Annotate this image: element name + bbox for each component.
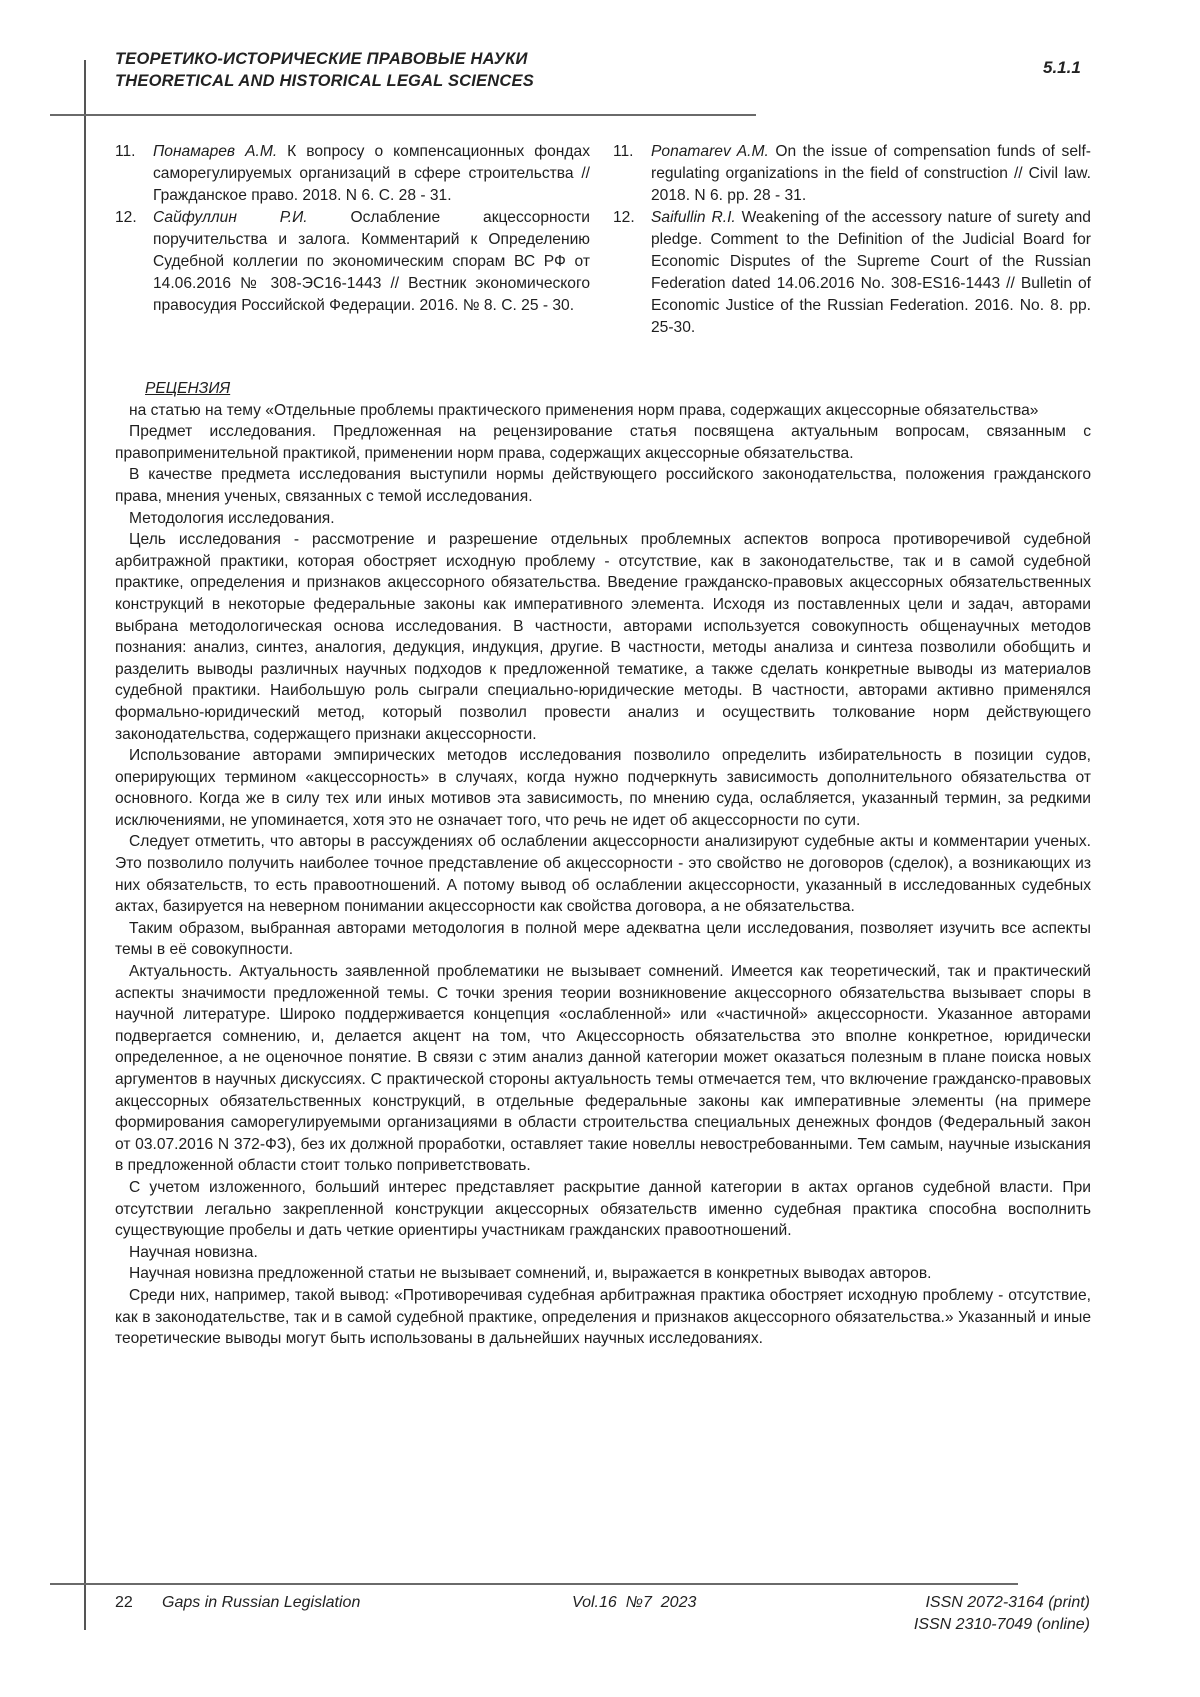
review-paragraph: Следует отметить, что авторы в рассуждениях об ослаблении акцессорности анализируют судебные акты и комментарии ученых. Это позволило получить наиболее точное представление об акцессорности - это свойство не договоров (сделок), а возникающих из них обязательств, то есть правоотношений. А потому вывод об ослаблении акцессорности, указанный в исследованных судебных актах, базируется на неверном понимании акцессорности как свойства договора, а не обязательства. [115, 833, 1091, 916]
reference-item [613, 207, 1091, 339]
review-paragraph: Предмет исследования. Предложенная на рецензирование статья посвящена актуальным вопросам, связанным с правоприменительной практикой, применении норм права, содержащих акцессорные обязательства. [115, 423, 1091, 462]
reference-author: Saifullin R.I. [651, 209, 736, 226]
running-header [115, 48, 534, 92]
header-title-en: THEORETICAL AND HISTORICAL LEGAL SCIENCES [115, 72, 534, 90]
review-paragraph: В качестве предмета исследования выступили нормы действующего российского законодательства, положения гражданского права, мнения ученых, связанных с темой исследования. [115, 466, 1091, 505]
reference-text: Weakening of the accessory nature of surety and pledge. Comment to the Definition of the Judicial Board for Economic Disputes of the Supreme Court of the Russian Federation dated 14.06.2016 No. 308-ES16-1443 // Bulletin of Economic Justice of the Russian Federation. 2016. No. 8. pp. 25-30. [651, 209, 1091, 336]
review-paragraph: на статью на тему «Отдельные проблемы практического применения норм права, содержащих акцессорные обязательства» [129, 401, 1039, 419]
page-number: 22 [115, 1594, 133, 1611]
volume-issue: Vol.16 №7 2023 [572, 1594, 697, 1611]
references-ru [115, 141, 590, 317]
reference-number: 12. [613, 209, 635, 226]
reference-text: К вопросу о компенсационных фондах саморегулируемых организаций в сфере строительства // Гражданское право. 2018. N 6. С. 28 - 31. [153, 143, 590, 204]
reference-text: Ослабление акцессорности поручительства и залога. Комментарий к Определению Судебной коллегии по экономическим спорам ВС РФ от 14.06.2016 № 308-ЭС16-1443 // Вестник экономического правосудия Российской Федерации. 2016. № 8. С. 25 - 30. [153, 209, 590, 314]
review-paragraph: С учетом изложенного, больший интерес представляет раскрытие данной категории в актах органов судебной власти. При отсутствии легально закрепленной конструкции акцессорных обязательств именно судебная практика способна восполнить существующие пробелы и дать четкие ориентиры участникам гражданских правоотношений. [115, 1178, 1091, 1240]
journal-name: Gaps in Russian Legislation [162, 1594, 361, 1611]
reference-item [115, 141, 590, 207]
review-paragraph: Среди них, например, такой вывод: «Противоречивая судебная арбитражная практика обостряет исходную проблему - отсутствие, как в законодательстве, так и в самой судебной практике, определения и признаков акцессорного обязательства.» Указанный и иные теоретические выводы могут быть использованы в дальнейших научных исследованиях. [115, 1286, 1091, 1348]
header-title-ru: ТЕОРЕТИКО-ИСТОРИЧЕСКИЕ ПРАВОВЫЕ НАУКИ [115, 50, 528, 68]
issn-online: ISSN 2310-7049 (online) [913, 1616, 1090, 1633]
reference-number: 11. [613, 143, 634, 160]
reference-author: Ponamarev A.M. [651, 143, 769, 160]
footer-rule [50, 1583, 1018, 1585]
review-paragraph: Научная новизна предложенной статьи не вызывает сомнений, и, выражается в конкретных выводах авторов. [129, 1265, 932, 1283]
review-paragraph: Актуальность. Актуальность заявленной проблематики не вызывает сомнений. Имеется как теоретический, так и практический аспекты значимости предложенной темы. С точки зрения теории возникновение акцессорного обязательства вызывает споры в научной литературе. Широко поддерживается концепция «ослабленной» или «частичной» акцессорности. Указанное авторами подвергается сомнению, и, делается акцент на том, что Акцессорность обязательства это вполне конкретное, юридически определенное, а не оценочное понятие. В связи с этим анализ данной категории может оказаться полезным в плане поиска новых аргументов в научных дискуссиях. С практической стороны актуальность темы отмечается тем, что включение гражданско-правовых акцессорных обязательственных конструкций, в отдельные федеральные законы как императивные элементы (на примере формирования саморегулируемыми организациями в области строительства специальных денежных фондов (Федеральный закон от 03.07.2016 N 372-ФЗ), без их должной проработки, оставляет такие новеллы невостребованными. Тем самым, научные изыскания в предложенной области стоит только поприветствовать. [115, 963, 1091, 1175]
issn-print: ISSN 2072-3164 (print) [925, 1594, 1090, 1611]
reference-text: On the issue of compensation funds of self-regulating organizations in the field of construction // Civil law. 2018. N 6. pp. 28 - 31. [651, 143, 1091, 204]
review-paragraph: Использование авторами эмпирических методов исследования позволило определить избирательность в позиции судов, оперирующих термином «акцессорность» в случаях, когда нужно подчеркнуть зависимость дополнительного обязательства от основного. Когда же в силу тех или иных мотивов эта зависимость, по мнению суда, ослабляется, указанный термин, за редкими исключениями, не упоминается, хотя это не означает того, что речь не идет об акцессорности по сути. [115, 747, 1091, 829]
review-paragraph: Цель исследования - рассмотрение и разрешение отдельных проблемных аспектов вопроса противоречивой судебной арбитражной практики, которая обостряет исходную проблему - отсутствие, как в законодательстве, так и в самой судебной практике, определения и признаков акцессорного обязательства. Введение гражданско-правовых акцессорных обязательственных конструкций в некоторые федеральные законы как императивного элемента. Исходя из поставленных цели и задач, авторами выбрана методологическая основа исследования. В частности, авторами используется совокупность общенаучных методов познания: анализ, синтез, аналогия, дедукция, индукция, другие. В частности, методы анализа и синтеза позволили обобщить и разделить выводы различных научных подходов к предложенной тематике, а также сделать конкретные выводы из материалов судебной практики. Наибольшую роль сыграли специально-юридические методы. В частности, авторами активно применялся формально-юридический метод, который позволил провести анализ и осуществить толкование норм действующего законодательства, содержащего признаки акцессорности. [115, 531, 1091, 743]
reference-number: 12. [115, 209, 137, 226]
header-rule [50, 114, 756, 116]
reference-item [613, 141, 1091, 207]
review-heading: РЕЦЕНЗИЯ [145, 380, 231, 397]
margin-vertical-rule [84, 60, 86, 1630]
reference-item [115, 207, 590, 317]
review-paragraph: Научная новизна. [129, 1243, 258, 1261]
review-paragraph: Таким образом, выбранная авторами методология в полной мере адекватна цели исследования, позволяет изучить все аспекты темы в её совокупности. [115, 919, 1091, 959]
review-paragraph: Методология исследования. [129, 509, 335, 527]
reference-number: 11. [115, 143, 136, 160]
issn-block [800, 1592, 1090, 1636]
review-section [115, 378, 1091, 1350]
reference-author: Понамарев А.М. [153, 143, 278, 160]
references-en [613, 141, 1091, 339]
reference-author: Сайфуллин Р.И. [153, 209, 308, 226]
section-code: 5.1.1 [1043, 58, 1081, 77]
